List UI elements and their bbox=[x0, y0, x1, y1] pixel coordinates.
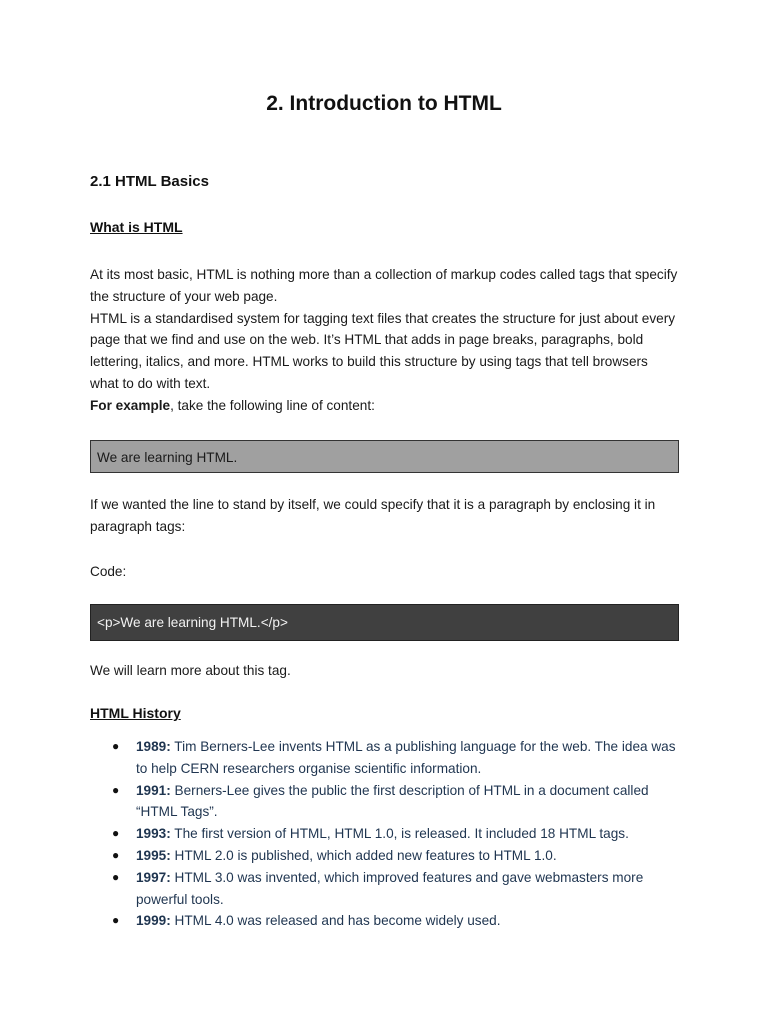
bullet-icon: ● bbox=[112, 847, 120, 862]
history-text: HTML 2.0 is published, which added new features to HTML 1.0. bbox=[170, 847, 557, 863]
history-year: 1997: bbox=[136, 869, 171, 885]
list-item bbox=[90, 823, 680, 845]
list-item bbox=[90, 845, 680, 867]
list-item bbox=[90, 736, 680, 780]
list-item bbox=[90, 780, 680, 824]
code-label: Code: bbox=[90, 564, 127, 579]
list-item bbox=[90, 910, 680, 932]
history-text: HTML 4.0 was released and has become widely used. bbox=[170, 913, 501, 929]
history-year: 1989: bbox=[136, 739, 171, 754]
bullet-icon: ● bbox=[112, 782, 120, 797]
section-heading: 2.1 HTML Basics bbox=[90, 173, 209, 190]
history-year: 1995: bbox=[136, 847, 171, 863]
html-history-heading: HTML History bbox=[90, 705, 181, 721]
history-text: HTML 3.0 was invented, which improved features and gave webmasters more powerful tools. bbox=[136, 869, 644, 907]
paragraph-3: If we wanted the line to stand by itself, we could specify that it is a paragraph by enclosing it in paragraph tags: bbox=[90, 497, 656, 534]
history-text: Tim Berners-Lee invents HTML as a publishing language for the web. The idea was to help CERN researchers organise scientific information. bbox=[136, 739, 676, 776]
page-title: 2. Introduction to HTML bbox=[266, 92, 502, 115]
example-rest: , take the following line of content: bbox=[170, 397, 375, 413]
history-text: Berners-Lee gives the public the first description of HTML in a document called “HTML Tags”. bbox=[136, 782, 649, 820]
paragraph-4: We will learn more about this tag. bbox=[90, 663, 291, 678]
code-box: <p>We are learning HTML.</p> bbox=[90, 604, 679, 641]
bullet-icon: ● bbox=[112, 869, 120, 884]
paragraph-2: HTML is a standardised system for tagging text files that creates the structure for just about every page that we find and use on the web. It’s HTML that adds in page breaks, paragraphs, bold lettering, italics, and more. HTML works to build this structure by using tags that tell browsers what to do with text. bbox=[90, 310, 676, 391]
bullet-icon: ● bbox=[112, 739, 120, 753]
example-content-box: We are learning HTML. bbox=[90, 440, 679, 473]
bullet-icon: ● bbox=[112, 826, 120, 841]
list-item bbox=[90, 867, 680, 911]
history-year: 1991: bbox=[136, 782, 171, 798]
example-label: For example bbox=[90, 397, 171, 413]
intro-paragraph bbox=[90, 264, 680, 417]
history-text: The first version of HTML, HTML 1.0, is released. It included 18 HTML tags. bbox=[170, 826, 629, 842]
paragraph-1: At its most basic, HTML is nothing more than a collection of markup codes called tags that specify the structure of your web page. bbox=[90, 267, 678, 304]
bullet-icon: ● bbox=[112, 913, 120, 928]
history-list bbox=[90, 736, 680, 932]
what-is-html-heading: What is HTML bbox=[90, 219, 183, 235]
history-year: 1993: bbox=[136, 826, 171, 842]
history-year: 1999: bbox=[136, 913, 171, 929]
